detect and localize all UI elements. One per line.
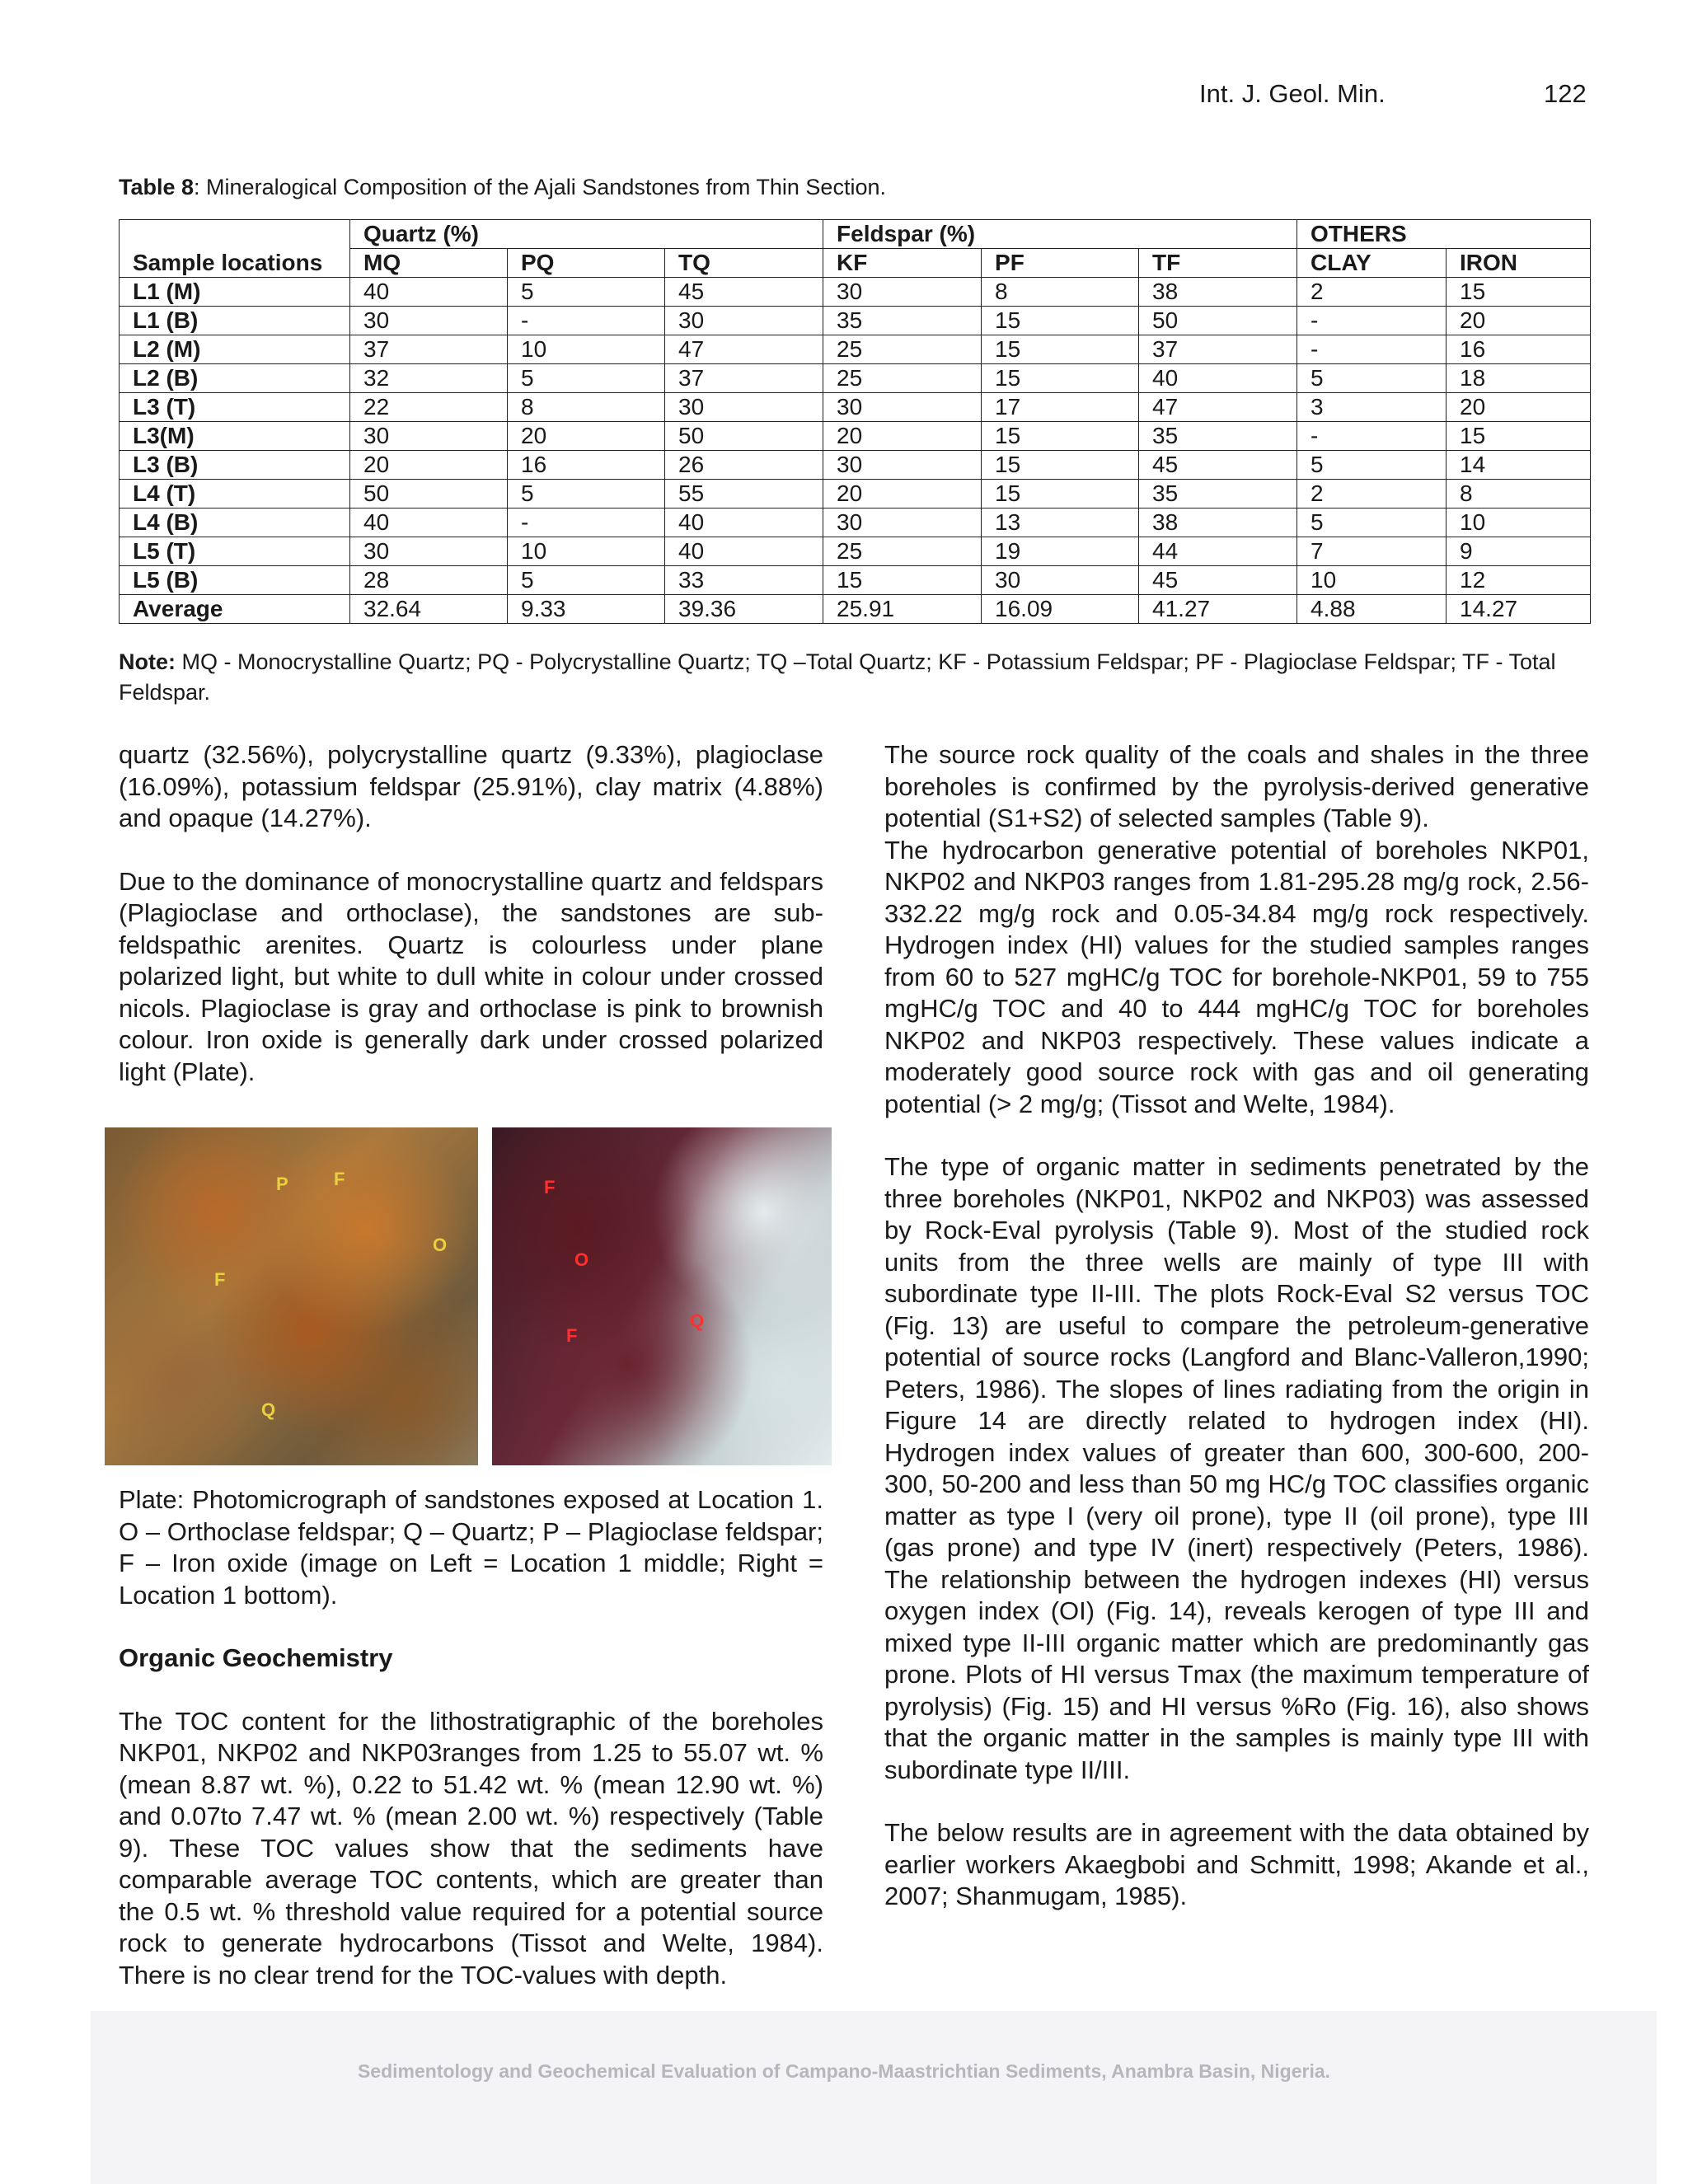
table-row [120, 451, 1591, 480]
table-cell: 15 [982, 422, 1139, 451]
table-cell: 7 [1297, 537, 1447, 566]
table-cell: 55 [665, 480, 823, 509]
table-cell: 47 [665, 335, 823, 364]
table-cell: 20 [508, 422, 665, 451]
table-cell: 15 [982, 335, 1139, 364]
row-label-cell: L2 (M) [120, 335, 350, 364]
table-row [120, 393, 1591, 422]
paragraph: The TOC content for the lithostratigraphic of the boreholes NKP01, NKP02 and NKP03ranges from 1.25 to 55.07 wt. % (mean 8.87 wt. %), 0.22 to 51.42 wt. % (mean 12.90 wt. %) and 0.07to 7.47 wt. % (mean 2.00 wt. %) respectively (Table 9). These TOC values show that the sediments have comparable average TOC contents, which are greater than the 0.5 wt. % threshold value required for a potential source rock to generate hydrocarbons (Tissot and Welte, 1984). There is no clear trend for the TOC-values with depth. [119, 1706, 823, 1990]
table-cell: 38 [1139, 278, 1297, 307]
left-column-bottom [119, 1484, 823, 1991]
column-header: CLAY [1297, 249, 1447, 278]
table-cell: 37 [1139, 335, 1297, 364]
column-header: KF [823, 249, 982, 278]
table-cell: 16 [508, 451, 665, 480]
table-cell: 15 [823, 566, 982, 595]
table-cell: 28 [350, 566, 508, 595]
table-cell: 44 [1139, 537, 1297, 566]
group-header-empty [120, 220, 350, 249]
page-number: 122 [1544, 79, 1587, 108]
table-cell: 4.88 [1297, 595, 1447, 624]
table-cell: 13 [982, 509, 1139, 537]
table-cell: 38 [1139, 509, 1297, 537]
row-label-cell: L4 (B) [120, 509, 350, 537]
left-column-top [119, 739, 823, 1088]
mineral-composition-table [119, 219, 1591, 624]
table-cell: 50 [1139, 307, 1297, 335]
group-header-feldspar: Feldspar (%) [823, 220, 1297, 249]
table-caption-text: : Mineralogical Composition of the Ajali Sandstones from Thin Section. [194, 175, 886, 199]
table-cell: 14.27 [1447, 595, 1591, 624]
paragraph: The below results are in agreement with the data obtained by earlier workers Akaegbobi and Schmitt, 1998; Akande et al., 2007; Shanmugam, 1985). [884, 1818, 1589, 1910]
right-column [884, 739, 1589, 1913]
table-cell: 8 [508, 393, 665, 422]
paragraph: Due to the dominance of monocrystalline quartz and feldspars (Plagioclase and orthoclase), the sandstones are sub-feldspathic arenites. Quartz is colourless under plane polarized light, but white to dull white in colour under crossed nicols. Plagioclase is gray and orthoclase is pink to brownish colour. Iron oxide is generally dark under crossed polarized light (Plate). [119, 866, 823, 1086]
table-cell: 25 [823, 364, 982, 393]
running-footer: Sedimentology and Geochemical Evaluation of Campano-Maastrichtian Sediments, Anambra Basin, Nigeria. [357, 2060, 1331, 2082]
row-label-cell: L5 (B) [120, 566, 350, 595]
table-cell: 25 [823, 537, 982, 566]
table-cell: 10 [1297, 566, 1447, 595]
table-cell: - [1297, 422, 1447, 451]
table-cell: 40 [665, 537, 823, 566]
journal-name: Int. J. Geol. Min. [1199, 79, 1386, 108]
table-cell: 45 [1139, 451, 1297, 480]
table-cell: 35 [1139, 480, 1297, 509]
row-label-cell: L5 (T) [120, 537, 350, 566]
table-cell: - [508, 307, 665, 335]
table-cell: 2 [1297, 480, 1447, 509]
column-header: Sample locations [120, 249, 350, 278]
grain-label: F [566, 1325, 578, 1346]
table-cell: 30 [350, 422, 508, 451]
table-group-header-row [120, 220, 1591, 249]
table-row [120, 566, 1591, 595]
table-row [120, 278, 1591, 307]
table-note [119, 647, 1590, 708]
group-header-quartz: Quartz (%) [350, 220, 823, 249]
table-cell: 5 [508, 566, 665, 595]
row-label-cell: L3(M) [120, 422, 350, 451]
paragraph: quartz (32.56%), polycrystalline quartz (9.33%), plagioclase (16.09%), potassium feldspar (25.91%), clay matrix (4.88%) and opaque (14.27%). [119, 740, 823, 832]
section-heading: Organic Geochemistry [119, 1643, 393, 1672]
table-row [120, 595, 1591, 624]
table-cell: 45 [665, 278, 823, 307]
table-cell: 30 [823, 451, 982, 480]
table-cell: 30 [823, 509, 982, 537]
group-header-others: OTHERS [1297, 220, 1591, 249]
table-cell: 20 [350, 451, 508, 480]
photomicrograph-left [105, 1127, 478, 1465]
row-label-cell: L4 (T) [120, 480, 350, 509]
row-label-cell: L2 (B) [120, 364, 350, 393]
grain-label: O [433, 1235, 448, 1255]
row-label-cell: Average [120, 595, 350, 624]
paragraph: The source rock quality of the coals and shales in the three boreholes is confirmed by the pyrolysis-derived generative potential (S1+S2) of selected samples (Table 9). [884, 740, 1589, 832]
paragraph: The type of organic matter in sediments penetrated by the three boreholes (NKP01, NKP02 and NKP03) was assessed by Rock-Eval pyrolysis (Table 9). Most of the studied rock units from the three wells are mainly of type III with subordinate type II-III. The plots Rock-Eval S2 versus TOC (Fig. 13) are useful to compare the petroleum-generative potential of source rocks (Langford and Blanc-Valleron,1990; Peters, 1986). The slopes of lines radiating from the origin in Figure 14 are directly related to hydrogen index (HI). Hydrogen index values of greater than 600, 300-600, 200-300, 50-200 and less than 50 mg HC/g TOC classifies organic matter as type I (very oil prone), type II (oil prone), type III (gas prone) and type IV (inert) respectively (Peters, 1986). The relationship between the hydrogen indexes (HI) versus oxygen index (OI) (Fig. 14), reveals kerogen of type III and mixed type II-III organic matter which are predominantly gas prone. Plots of HI versus Tmax (the maximum temperature of pyrolysis) (Fig. 15) and HI versus %Ro (Fig. 16), also shows that the organic matter in the samples is mainly type III with subordinate type II/III. [884, 1152, 1589, 1784]
table-cell: 32 [350, 364, 508, 393]
table-cell: 16 [1447, 335, 1591, 364]
grain-label: F [544, 1177, 556, 1197]
table-row [120, 537, 1591, 566]
table-cell: 15 [982, 364, 1139, 393]
table-row [120, 364, 1591, 393]
column-header: TQ [665, 249, 823, 278]
table-cell: 30 [823, 278, 982, 307]
table-cell: 30 [350, 307, 508, 335]
table-caption-label: Table 8 [119, 175, 195, 199]
table-cell: 15 [982, 307, 1139, 335]
table-cell: 30 [350, 537, 508, 566]
column-header: IRON [1447, 249, 1591, 278]
table-cell: 3 [1297, 393, 1447, 422]
table-cell: 5 [508, 480, 665, 509]
table-cell: 50 [350, 480, 508, 509]
table-row [120, 480, 1591, 509]
table-cell: 15 [1447, 422, 1591, 451]
table-cell: 14 [1447, 451, 1591, 480]
table-cell: 30 [665, 307, 823, 335]
table-cell: 25 [823, 335, 982, 364]
table-cell: 5 [1297, 451, 1447, 480]
grain-label: Q [261, 1399, 276, 1420]
table-cell: 40 [350, 278, 508, 307]
footer-background [91, 2011, 1657, 2184]
table-cell: 32.64 [350, 595, 508, 624]
grain-label: Q [690, 1310, 705, 1331]
table-cell: - [1297, 335, 1447, 364]
table-cell: 10 [508, 335, 665, 364]
table-cell: 5 [1297, 509, 1447, 537]
table-cell: 40 [350, 509, 508, 537]
table-cell: - [1297, 307, 1447, 335]
row-label-cell: L1 (B) [120, 307, 350, 335]
grain-label: F [334, 1169, 345, 1189]
table-cell: 47 [1139, 393, 1297, 422]
grain-label: F [214, 1269, 226, 1290]
table-cell: 37 [350, 335, 508, 364]
table-row [120, 335, 1591, 364]
table-cell: 26 [665, 451, 823, 480]
table-cell: 39.36 [665, 595, 823, 624]
table-cell: 9 [1447, 537, 1591, 566]
table-body [120, 278, 1591, 624]
table-cell: 45 [1139, 566, 1297, 595]
table-cell: 8 [1447, 480, 1591, 509]
photomicrograph-right [492, 1127, 832, 1465]
table-cell: 18 [1447, 364, 1591, 393]
plate-caption: Plate: Photomicrograph of sandstones exposed at Location 1. O – Orthoclase feldspar; Q – Quartz; P – Plagioclase feldspar; F – Iron oxide (image on Left = Location 1 middle; Right = Location 1 bottom). [119, 1485, 823, 1610]
table-cell: 10 [508, 537, 665, 566]
grain-label: P [276, 1174, 288, 1194]
table-cell: 40 [665, 509, 823, 537]
column-header: MQ [350, 249, 508, 278]
table-cell: 20 [823, 422, 982, 451]
row-label-cell: L3 (T) [120, 393, 350, 422]
table-cell: 22 [350, 393, 508, 422]
table-cell: 10 [1447, 509, 1591, 537]
table-cell: 2 [1297, 278, 1447, 307]
grain-label: O [574, 1249, 589, 1270]
table-cell: 50 [665, 422, 823, 451]
table-cell: 20 [1447, 393, 1591, 422]
table-cell: 15 [982, 451, 1139, 480]
row-label-cell: L3 (B) [120, 451, 350, 480]
table-note-label: Note: [119, 649, 176, 674]
paragraph: The hydrocarbon generative potential of boreholes NKP01, NKP02 and NKP03 ranges from 1.81-295.28 mg/g rock, 2.56-332.22 mg/g rock and 0.05-34.84 mg/g rock respectively. Hydrogen index (HI) values for the studied samples ranges from 60 to 527 mgHC/g TOC for borehole-NKP01, 59 to 755 mgHC/g TOC and 40 to 444 mgHC/g TOC for boreholes NKP02 and NKP03 respectively. These values indicate a moderately good source rock with gas and oil generating potential (> 2 mg/g; (Tissot and Welte, 1984). [884, 835, 1589, 1118]
table-row [120, 509, 1591, 537]
table-cell: 25.91 [823, 595, 982, 624]
table-cell: 8 [982, 278, 1139, 307]
table-caption [119, 175, 886, 200]
table-cell: 30 [982, 566, 1139, 595]
row-label-cell: L1 (M) [120, 278, 350, 307]
table-cell: 35 [1139, 422, 1297, 451]
table-cell: 37 [665, 364, 823, 393]
table-cell: 5 [508, 278, 665, 307]
table-note-text: MQ - Monocrystalline Quartz; PQ - Polycrystalline Quartz; TQ –Total Quartz; KF - Potassium Feldspar; PF - Plagioclase Feldspar; TF - Total Feldspar. [119, 649, 1556, 705]
table-cell: 40 [1139, 364, 1297, 393]
table-column-header-row [120, 249, 1591, 278]
table-cell: 30 [665, 393, 823, 422]
table-cell: - [508, 509, 665, 537]
table-cell: 35 [823, 307, 982, 335]
table-cell: 20 [1447, 307, 1591, 335]
table-cell: 5 [508, 364, 665, 393]
table-cell: 41.27 [1139, 595, 1297, 624]
table-cell: 15 [982, 480, 1139, 509]
table-cell: 20 [823, 480, 982, 509]
table-cell: 19 [982, 537, 1139, 566]
table-cell: 15 [1447, 278, 1591, 307]
table-cell: 17 [982, 393, 1139, 422]
column-header: TF [1139, 249, 1297, 278]
table-cell: 16.09 [982, 595, 1139, 624]
column-header: PQ [508, 249, 665, 278]
table-cell: 30 [823, 393, 982, 422]
table-cell: 5 [1297, 364, 1447, 393]
column-header: PF [982, 249, 1139, 278]
table-row [120, 307, 1591, 335]
table-row [120, 422, 1591, 451]
table-cell: 12 [1447, 566, 1591, 595]
table-cell: 33 [665, 566, 823, 595]
table-cell: 9.33 [508, 595, 665, 624]
